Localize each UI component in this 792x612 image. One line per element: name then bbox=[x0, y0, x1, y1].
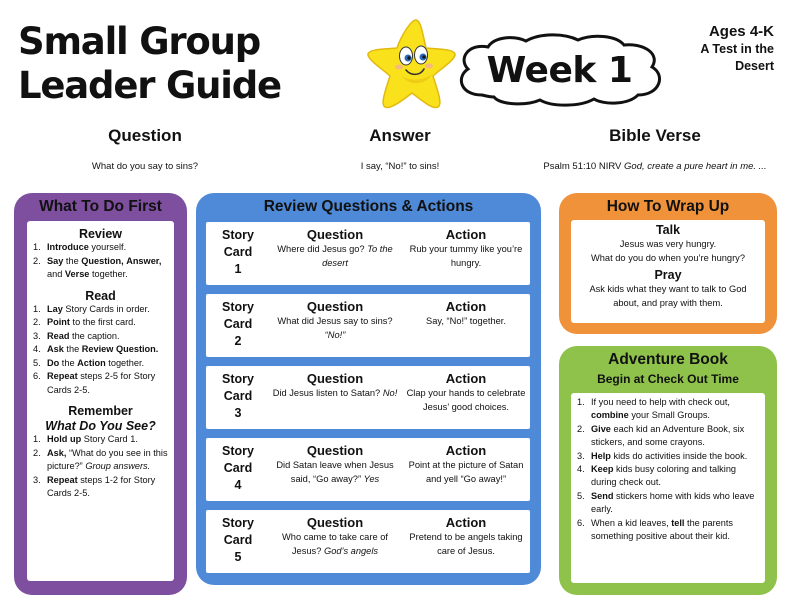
review-subheading: Review bbox=[78, 227, 123, 241]
adventure-book-subheading: Begin at Check Out Time bbox=[597, 372, 739, 386]
story-card-row-4 bbox=[206, 438, 530, 501]
review-steps bbox=[33, 241, 168, 282]
story-card-row-3 bbox=[206, 366, 530, 429]
bible-verse-heading: Bible Verse bbox=[609, 126, 701, 145]
ages-lesson bbox=[700, 22, 774, 75]
list-item: 5. Do the Action together. bbox=[33, 357, 145, 368]
list-item: 2. Ask, “What do you see in this picture?” Group answers. bbox=[33, 447, 168, 471]
story-card-label: Story Card 1 bbox=[222, 228, 254, 276]
list-item: 3. Repeat steps 1-2 for Story Cards 2-5. bbox=[33, 474, 156, 498]
story-card-label: Story Card 5 bbox=[222, 516, 254, 564]
adventure-book-panel bbox=[559, 346, 777, 595]
list-item: 2. Give each kid an Adventure Book, six stickers, and some crayons. bbox=[577, 423, 745, 448]
read-subheading: Read bbox=[85, 288, 116, 303]
adventure-book-content bbox=[571, 393, 765, 583]
list-item: 3. Read the caption. bbox=[33, 330, 120, 341]
question-heading: Question bbox=[108, 126, 182, 145]
list-item: 1. Hold up Story Card 1. bbox=[33, 434, 138, 444]
verse-quote: God, create a pure heart in me. ... bbox=[624, 161, 767, 172]
adventure-book-steps bbox=[577, 396, 759, 543]
list-item: 5. Send stickers home with kids who leave early. bbox=[577, 490, 755, 515]
week-label: Week 1 bbox=[486, 50, 633, 91]
title-line-2: Leader Guide bbox=[18, 64, 281, 107]
lesson-title-line-2: Desert bbox=[735, 59, 774, 73]
action-column: Action Point at the picture of Satan and yell “Go away!” bbox=[408, 443, 524, 484]
story-card-label: Story Card 2 bbox=[222, 300, 254, 348]
list-item: 4. Keep kids busy coloring and talking during check out. bbox=[577, 464, 737, 488]
story-card-label: Story Card 3 bbox=[222, 372, 254, 420]
talk-line-2: What do you do when you’re hungry? bbox=[590, 252, 745, 263]
list-item: 3. Help kids do activities inside the book. bbox=[577, 450, 748, 461]
pray-subheading: Pray bbox=[654, 268, 682, 282]
adventure-book-heading: Adventure Book bbox=[608, 351, 728, 368]
what-to-do-first-content bbox=[27, 221, 174, 581]
question-column: Question Did Satan leave when Jesus said, “Go away?” Yes bbox=[276, 443, 394, 484]
remember-steps bbox=[33, 433, 168, 501]
what-to-do-first-heading: What To Do First bbox=[39, 198, 162, 215]
read-steps bbox=[33, 303, 168, 398]
lesson-title-line-1: A Test in the bbox=[700, 42, 774, 56]
what-do-you-see-subheading: What Do You See? bbox=[45, 419, 156, 433]
question-column: Question Who came to take care of Jesus? God’s angels bbox=[282, 515, 388, 556]
how-to-wrap-up-panel bbox=[559, 193, 777, 334]
list-item: 1. Lay Story Cards in order. bbox=[33, 303, 150, 314]
bible-verse-text bbox=[530, 161, 780, 172]
story-card-label: Story Card 4 bbox=[222, 444, 254, 492]
verse-reference: Psalm 51:10 NIRV bbox=[543, 161, 622, 172]
question-column: Question What did Jesus say to sins? “No!” bbox=[277, 299, 393, 340]
story-card-row-2 bbox=[206, 294, 530, 357]
list-item: 6. When a kid leaves, tell the parents something positive about their kid. bbox=[577, 517, 733, 542]
question-text: What do you say to sins? bbox=[91, 161, 199, 172]
talk-subheading: Talk bbox=[655, 223, 681, 237]
action-column: Action Say, “No!” together. bbox=[426, 299, 506, 326]
action-column: Action Pretend to be angels taking care of Jesus. bbox=[409, 515, 523, 556]
list-item: 4. Ask the Review Question. bbox=[33, 344, 159, 354]
list-item: 6. Repeat steps 2-5 for Story Cards 2-5. bbox=[33, 371, 156, 395]
review-questions-panel bbox=[196, 193, 541, 585]
list-item: 2. Point to the first card. bbox=[33, 317, 136, 327]
answer-heading: Answer bbox=[369, 126, 431, 145]
pray-text: Ask kids what they want to talk to God about, and pray with them. bbox=[589, 284, 747, 308]
how-to-wrap-up-heading: How To Wrap Up bbox=[606, 198, 730, 215]
action-column: Action Clap your hands to celebrate Jesus’ good choices. bbox=[406, 371, 526, 412]
question-column: Question Did Jesus listen to Satan? No! bbox=[272, 371, 398, 398]
title-line-1: Small Group bbox=[18, 20, 261, 63]
remember-subheading: Remember bbox=[68, 404, 133, 418]
list-item: 1. If you need to help with check out, combine your Small Groups. bbox=[577, 397, 730, 421]
list-item: 2. Say the Question, Answer, and Verse together. bbox=[33, 255, 162, 279]
talk-line-1: Jesus was very hungry. bbox=[619, 239, 717, 249]
what-to-do-first-panel bbox=[14, 193, 187, 595]
star-mascot-icon bbox=[366, 16, 458, 112]
review-questions-heading: Review Questions & Actions bbox=[263, 198, 474, 215]
guide-title bbox=[18, 20, 281, 108]
question-column: Question Where did Jesus go? To the desert bbox=[277, 227, 393, 268]
ages-label: Ages 4-K bbox=[708, 23, 774, 40]
answer-text: I say, “No!” to sins! bbox=[360, 161, 440, 172]
story-card-row-1 bbox=[206, 222, 530, 285]
action-column: Action Rub your tummy like you’re hungry. bbox=[409, 227, 523, 268]
story-card-row-5 bbox=[206, 510, 530, 573]
list-item: 1. Introduce yourself. bbox=[33, 242, 127, 252]
how-to-wrap-up-content bbox=[571, 220, 765, 323]
